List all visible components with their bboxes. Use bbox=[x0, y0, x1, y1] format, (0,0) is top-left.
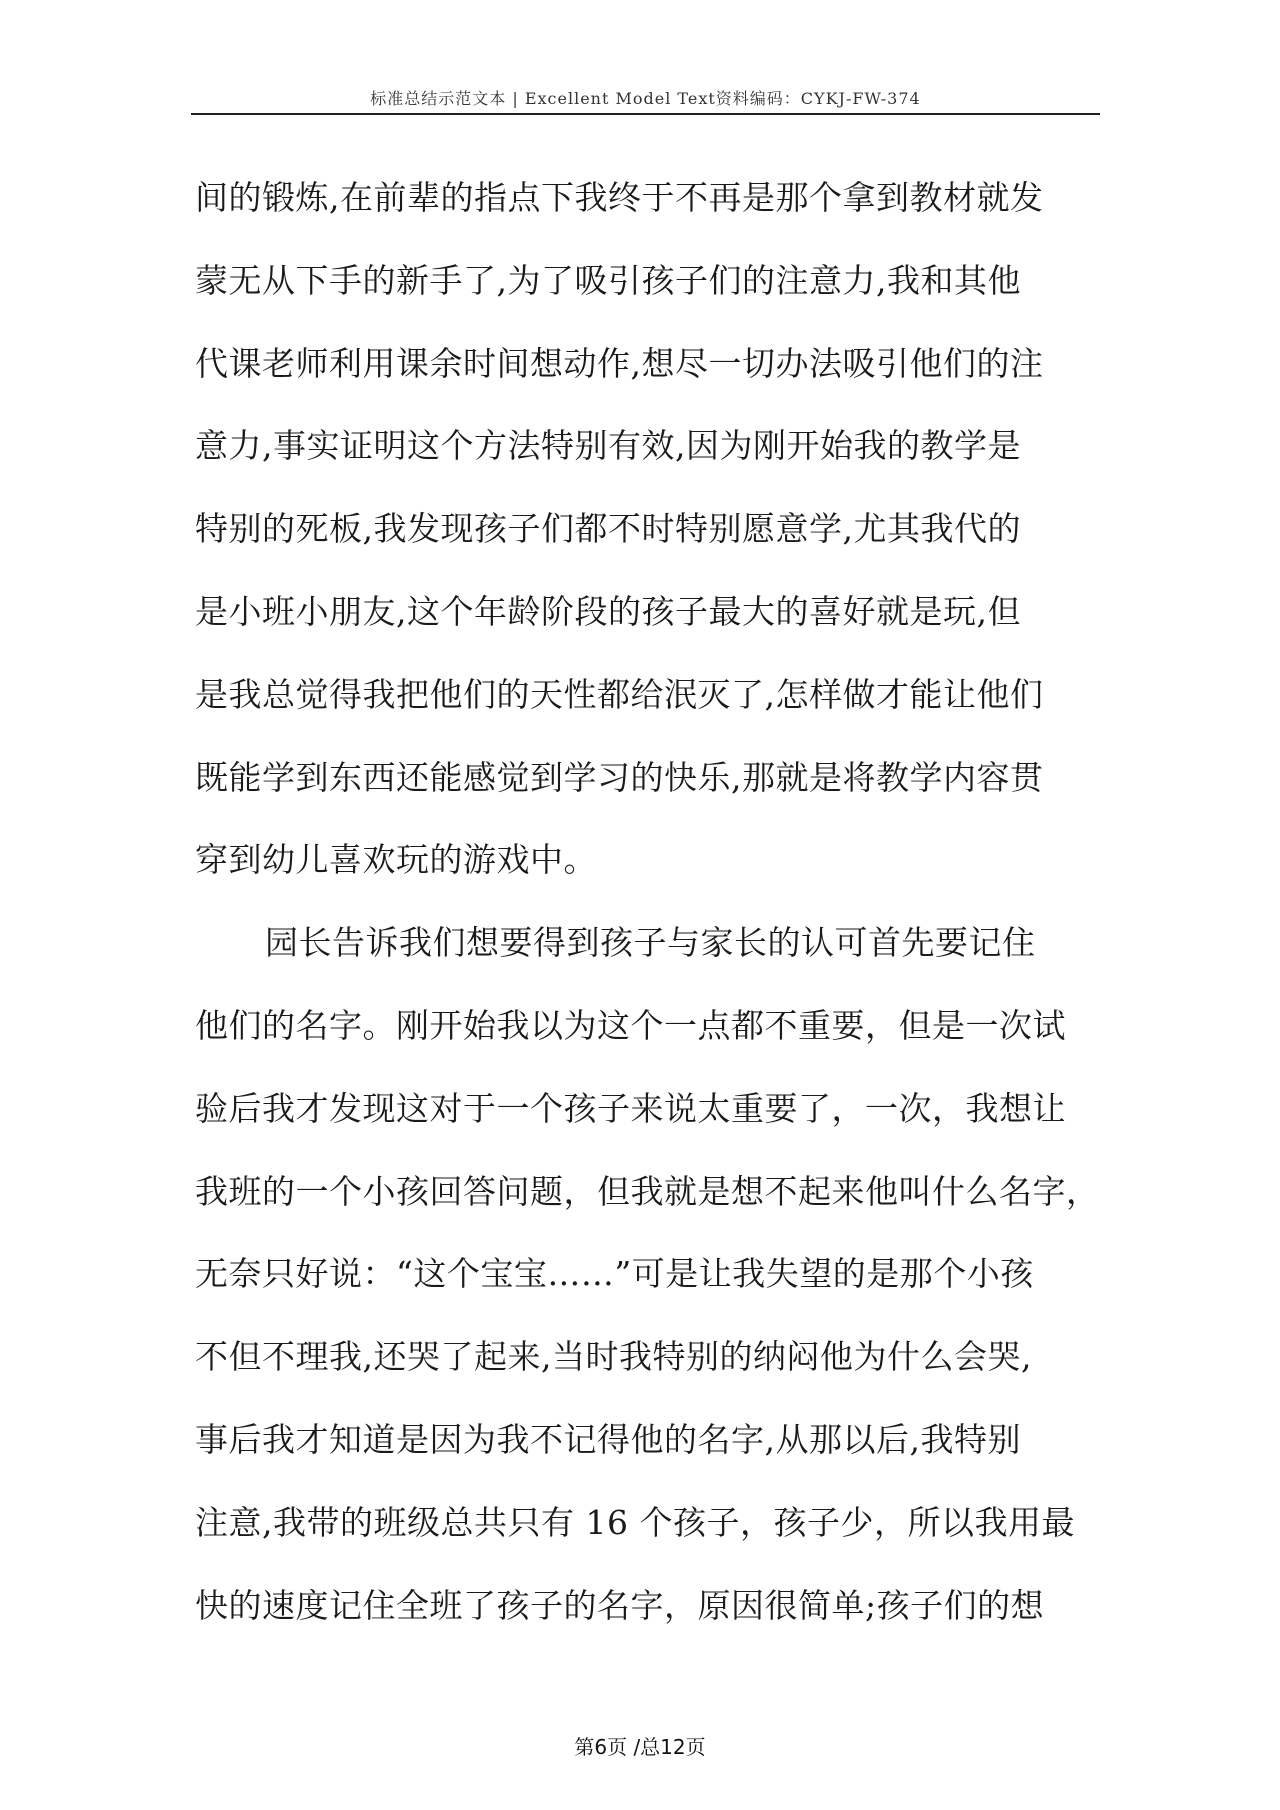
document-body bbox=[195, 166, 1100, 1656]
text-line: 是小班小朋友,这个年龄阶段的孩子最大的喜好就是玩,但 bbox=[195, 591, 1021, 631]
page-header: 标准总结示范文本 | Excellent Model Text资料编码：CYKJ-FW-374 bbox=[370, 89, 921, 108]
text-line: 蒙无从下手的新手了,为了吸引孩子们的注意力,我和其他 bbox=[195, 260, 1021, 300]
text-line: 无奈只好说：“这个宝宝……”可是让我失望的是那个小孩 bbox=[195, 1254, 1034, 1294]
text-line: 快的速度记住全班了孩子的名字，原因很简单;孩子们的想 bbox=[195, 1585, 1045, 1625]
text-line: 不但不理我,还哭了起来,当时我特别的纳闷他为什么会哭, bbox=[195, 1337, 1032, 1377]
text-line: 是我总觉得我把他们的天性都给泯灭了,怎样做才能让他们 bbox=[195, 674, 1044, 714]
text-line: 验后我才发现这对于一个孩子来说太重要了，一次，我想让 bbox=[195, 1088, 1066, 1128]
text-line: 我班的一个小孩回答问题，但我就是想不起来他叫什么名字， bbox=[195, 1171, 1100, 1211]
page-number: 第6页 /总12页 bbox=[574, 1735, 706, 1759]
text-line: 注意,我带的班级总共只有 16 个孩子，孩子少，所以我用最 bbox=[195, 1502, 1075, 1542]
text-line: 他们的名字。刚开始我以为这个一点都不重要，但是一次试 bbox=[195, 1005, 1066, 1045]
text-line: 事后我才知道是因为我不记得他的名字,从那以后,我特别 bbox=[195, 1419, 1021, 1459]
text-line: 代课老师利用课余时间想动作,想尽一切办法吸引他们的注 bbox=[195, 343, 1044, 383]
text-line: 间的锻炼,在前辈的指点下我终于不再是那个拿到教材就发 bbox=[195, 178, 1044, 217]
paragraph-first-line: 园长告诉我们想要得到孩子与家长的认可首先要记住 bbox=[265, 923, 1036, 963]
header-divider bbox=[191, 113, 1100, 115]
text-line: 既能学到东西还能感觉到学习的快乐,那就是将教学内容贯 bbox=[195, 757, 1044, 797]
text-line: 特别的死板,我发现孩子们都不时特别愿意学,尤其我代的 bbox=[195, 509, 1021, 549]
text-line: 穿到幼儿喜欢玩的游戏中。 bbox=[195, 840, 597, 880]
text-line: 意力,事实证明这个方法特别有效,因为刚开始我的教学是 bbox=[195, 426, 1021, 466]
